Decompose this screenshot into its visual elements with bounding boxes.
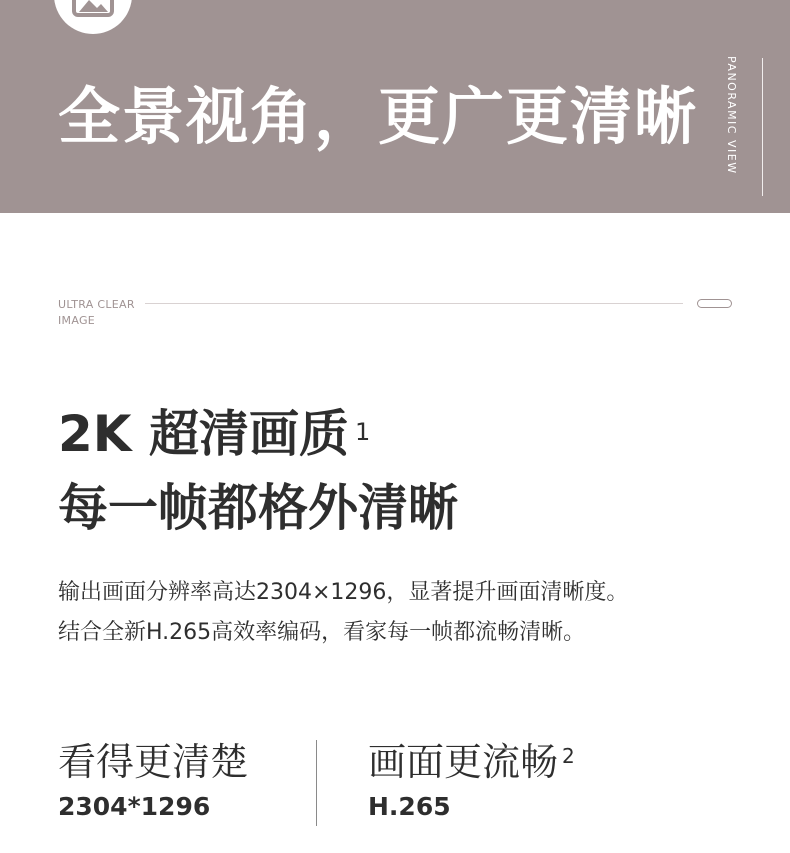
feature-value: H.265: [368, 792, 451, 821]
pill-decoration: [697, 299, 732, 308]
footnote-marker-2: 2: [562, 744, 575, 768]
footnote-marker-1: 1: [354, 418, 371, 446]
feature-resolution: [58, 738, 248, 824]
feature-value: 2304*1296: [58, 792, 211, 821]
logo-badge: [54, 0, 132, 34]
description-line2: 结合全新H.265高效率编码，看家每一帧都流畅清晰。: [58, 620, 586, 645]
section-label: [58, 297, 148, 329]
feature-title-text: 看得更清楚: [58, 740, 249, 784]
section-divider: [145, 303, 683, 304]
banner-title: 全景视角，更广更清晰: [58, 80, 699, 153]
feature-encoding: [368, 738, 575, 824]
side-divider: [762, 58, 763, 196]
section-label-line1: ULTRA CLEAR: [58, 298, 135, 311]
side-label: PANORAMIC VIEW: [725, 56, 738, 175]
image-icon: [71, 0, 115, 18]
feature-divider: [316, 740, 317, 826]
headline-line1: [58, 404, 370, 464]
description-line1: 输出画面分辨率高达2304×1296，显著提升画面清晰度。: [58, 580, 629, 605]
feature-title-text: 画面更流畅: [368, 740, 559, 784]
headline-line1-text: 2K 超清画质: [58, 405, 349, 463]
feature-title: [368, 738, 575, 786]
headline-line2: 每一帧都格外清晰: [58, 479, 458, 537]
section-label-line2: IMAGE: [58, 314, 96, 327]
header-banner: [0, 0, 790, 213]
feature-title: [58, 738, 248, 786]
